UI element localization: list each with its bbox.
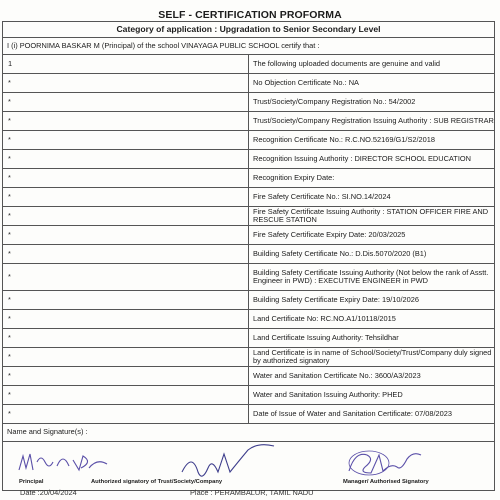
row-text: Land Certificate No: RC.NO.A1/10118/2015 xyxy=(249,310,495,329)
row-text: Trust/Society/Company Registration Issuing Authority : SUB REGISTRAR xyxy=(249,112,495,131)
row-text: The following uploaded documents are genuine and valid xyxy=(249,55,495,74)
row-marker: * xyxy=(3,112,249,131)
row-text: Recognition Certificate No.: R.C.NO.52169/G1/S2/2018 xyxy=(249,131,495,150)
row-marker: * xyxy=(3,291,249,310)
row-marker: * xyxy=(3,310,249,329)
row-text: Water and Sanitation Issuing Authority: PHED xyxy=(249,386,495,405)
name-signature-label: Name and Signature(s) : xyxy=(3,424,495,442)
footer-place: Place : PERAMBALUR, TAMIL NADU xyxy=(190,488,314,497)
row-marker: * xyxy=(3,93,249,112)
manager-signature xyxy=(345,445,425,479)
row-marker: * xyxy=(3,245,249,264)
row-marker: * xyxy=(3,405,249,424)
row-text: Building Safety Certificate Issuing Authority (Not below the rank of Asstt. Engineer in PWD) : EXECUTIVE ENGINEER in PWD xyxy=(249,264,495,291)
row-text: Building Safety Certificate No.: D.Dis.5070/2020 (B1) xyxy=(249,245,495,264)
row-marker: * xyxy=(3,188,249,207)
row-marker: * xyxy=(3,264,249,291)
row-text: No Objection Certificate No.: NA xyxy=(249,74,495,93)
principal-label: Principal xyxy=(19,478,44,485)
row-marker: * xyxy=(3,367,249,386)
row-marker: 1 xyxy=(3,55,249,74)
row-text: Recognition Issuing Authority : DIRECTOR SCHOOL EDUCATION xyxy=(249,150,495,169)
row-marker: * xyxy=(3,348,249,367)
row-marker: * xyxy=(3,131,249,150)
footer-date: Date :20/04/2024 xyxy=(20,488,77,497)
intro-statement: I (i) POORNIMA BASKAR M (Principal) of the school VINAYAGA PUBLIC SCHOOL certify that : xyxy=(3,38,495,55)
authorized-signatory-label: Authorized signatory of Trust/Society/Company xyxy=(91,478,223,485)
row-text: Trust/Society/Company Registration No.: 54/2002 xyxy=(249,93,495,112)
document-title: SELF - CERTIFICATION PROFORMA xyxy=(158,9,342,21)
row-text: Water and Sanitation Certificate No.: 3600/A3/2023 xyxy=(249,367,495,386)
row-text: Fire Safety Certificate Expiry Date: 20/03/2025 xyxy=(249,226,495,245)
category-heading: Category of application : Upgradation to Senior Secondary Level xyxy=(3,22,495,38)
row-text: Building Safety Certificate Expiry Date: 19/10/2026 xyxy=(249,291,495,310)
signature-block xyxy=(3,442,495,491)
row-marker: * xyxy=(3,169,249,188)
row-marker: * xyxy=(3,74,249,93)
certification-table xyxy=(2,21,495,491)
manager-label: Manager/ Authorised Signatory xyxy=(343,478,429,485)
row-marker: * xyxy=(3,226,249,245)
row-marker: * xyxy=(3,386,249,405)
principal-signature xyxy=(17,448,112,478)
row-text: Land Certificate Issuing Authority: Tehsildhar xyxy=(249,329,495,348)
row-marker: * xyxy=(3,329,249,348)
row-marker: * xyxy=(3,150,249,169)
row-text: Date of Issue of Water and Sanitation Certificate: 07/08/2023 xyxy=(249,405,495,424)
row-text: Fire Safety Certificate Issuing Authority : STATION OFFICER FIRE AND RESCUE STATION xyxy=(249,207,495,226)
row-marker: * xyxy=(3,207,249,226)
row-text: Fire Safety Certificate No.: SI.NO.14/2024 xyxy=(249,188,495,207)
row-text: Recognition Expiry Date: xyxy=(249,169,495,188)
row-text: Land Certificate is in name of School/Society/Trust/Company duly signed by authorized signatory xyxy=(249,348,495,367)
